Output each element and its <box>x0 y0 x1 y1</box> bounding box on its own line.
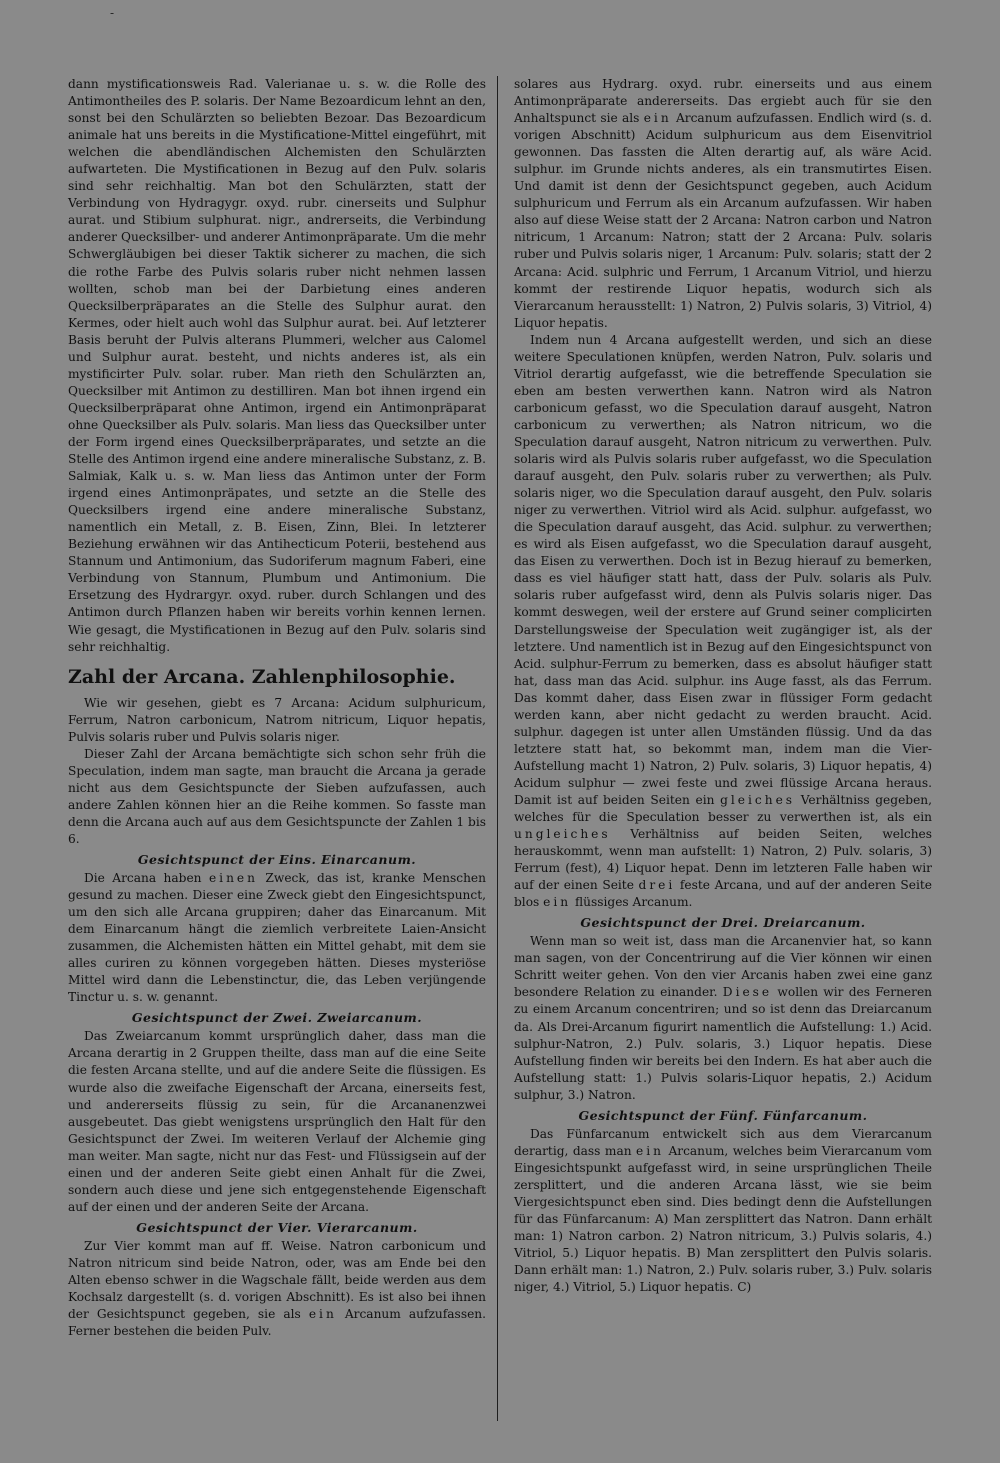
left-paragraph-6 <box>68 1238 486 1340</box>
subheading-eins: Gesichtspunct der Eins. Einarcanum. <box>137 852 417 868</box>
left-column <box>68 76 486 1340</box>
text-run: flüssiges Arcanum. <box>575 895 693 910</box>
subheading-drei: Gesichtspunct der Drei. Dreiarcanum. <box>580 915 866 931</box>
subheading-vier: Gesichtspunct der Vier. Vierarcanum. <box>136 1219 418 1235</box>
right-paragraph-4 <box>514 1126 932 1296</box>
text-run: Verhältniss gegeben, welches für die Speculation besser zu verwerthen ist, als ein <box>514 792 933 825</box>
left-paragraph-3: Dieser Zahl der Arcana bemächtigte sich schon sehr früh die Speculation, indem man sagte, man braucht die Arcana ja gerade nicht aus dem Gesichtspuncte der Sieben aufzufassen, auch andere Zahlen können hier an die Reihe kommen. So fasste man denn die Arcana auch auf aus dem Gesichtspuncte der Zahlen 1 bis 6. <box>68 746 486 846</box>
text-run: Indem nun 4 Arcana aufgestellt werden, und sich an diese weitere Speculationen knüpfen, werden Natron, Pulv. solaris und Vitriol derartig aufgefasst, wie die betreffende Speculation sie eben am besten verwerthen kann. Natron wird als Natron carbonicum gefasst, wo die Speculation darauf ausgeht, Natron carbonicum zu verwerthen; als Natron nitricum, wo die Speculation darauf ausgeht, Natron nitricum zu verwerthen. Pulv. solaris wird als Pulvis solaris ruber aufgefasst, wo die Speculation darauf ausgeht, den Pulv. solaris ruber zu verwerthen; als Pulv. solaris niger, wo die Speculation darauf ausgeht, den Pulv. solaris niger zu verwerthen. Vitriol wird als Acid. sulphur. aufgefasst, wo die Speculation darauf ausgeht, das Acid. sulphur. zu verwerthen; es wird als Eisen aufgefasst, wo die Speculation darauf ausgeht, das Eisen zu verwerthen. Doch ist in Bezug hierauf zu bemerken, dass es viel häufiger statt hatt, dass der Pulv. solaris als Pulv. solaris ruber aufgefasst wird, denn als Pulvis solaris niger. Das kommt deswegen, weil der erstere auf Grund seiner complicirten Darstellungsweise der Speculation weit zugängiger ist, als der letztere. Und namentlich ist in Bezug auf den Eingesichtspunct von Acid. sulphur-Ferrum zu bemerken, dass es absolut häufiger statt hat, dass man das Acid. sulphur. ins Auge fasst, als das Ferrum. Das kommt daher, dass Eisen zwar in flüssiger Form gedacht werden kann, aber nicht gedacht zu werden braucht. Acid. sulphur. dagegen ist unter allen Umständen flüssig. Und da das letztere statt hat, so bekommt man, indem man die Vier-Aufstellung macht 1) Natron, 2) Pulv. solaris, 3) Liquor hepatis, 4) Acidum sulphur — zwei feste und zwei flüssige Arcana heraus. Damit ist auf beiden Seiten ein <box>514 332 932 807</box>
spaced-word: ein <box>308 1307 337 1322</box>
text-run: Die Arcana haben <box>84 871 202 886</box>
text-run: Das Fünfarcanum entwickelt sich aus dem Vierarcanum derartig, dass man <box>514 1126 932 1158</box>
text-run: solares aus Hydrarg. oxyd. rubr. einerseits und aus einem Antimonpräparate andererseits. Das ergiebt auch für sie den Anhaltspunct sie als <box>514 77 932 126</box>
section-heading: Zahl der Arcana. Zahlenphilosophie. <box>68 665 456 688</box>
spaced-word: ein <box>643 111 672 126</box>
text-run: Wenn man so weit ist, dass man die Arcanenvier hat, so kann man sagen, von der Concentrirung auf die Vier können wir einen Schritt weiter gehen. Von den vier Arcanis haben zwei eine ganz besondere Relation zu einander. <box>514 934 932 1000</box>
right-paragraph-3 <box>514 933 932 1103</box>
spaced-word: ein <box>636 1143 664 1158</box>
spaced-word: ungleiches <box>514 827 611 842</box>
subheading-zwei: Gesichtspunct der Zwei. Zweiarcanum. <box>131 1010 423 1026</box>
right-paragraph-1 <box>514 76 932 332</box>
column-divider <box>497 76 498 1421</box>
spaced-word: gleiches <box>720 792 796 807</box>
corner-mark: - <box>110 6 115 20</box>
spaced-word: Diese <box>722 985 773 1000</box>
left-paragraph-2: Wie wir gesehen, giebt es 7 Arcana: Acidum sulphuricum, Ferrum, Natron carbonicum, Natrom nitricum, Liquor hepatis, Pulvis solaris ruber und Pulvis solaris niger. <box>68 695 486 744</box>
text-run: Arcanum aufzufassen. Ferner bestehen die beiden Pulv. <box>68 1307 487 1339</box>
text-run: wollen wir des Ferneren zu einem Arcanum concentriren; und so ist denn das Dreiarcanum da. Als Drei-Arcanum figurirt namentlich die Aufstellung: 1.) Acid. sulphur-Natron, 2.) Pulv. solaris, 3.) Liquor hepatis. Diese Aufstellung finden wir bereits bei den Indern. Es hat aber auch die Aufstellung statt: 1.) Pulvis solaris-Liquor hepatis, 2.) Acidum sulphur, 3.) Natron. <box>514 985 933 1102</box>
left-paragraph-4 <box>68 870 486 1006</box>
text-run: feste Arcana, und auf der anderen Seite blos <box>514 878 932 910</box>
right-paragraph-2 <box>514 332 932 912</box>
right-column <box>514 76 932 1296</box>
subheading-fuenf: Gesichtspunct der Fünf. Fünfarcanum. <box>578 1107 868 1123</box>
text-run: Arcanum, welches beim Vierarcanum vom Eingesichtspunkt aufgefasst wird, in seine ursprünglichen Theile zersplittert, und die anderen Arcana lässt, wie sie beim Viergesichtspunct eben sind. Dies bedingt denn die Aufstellungen für das Fünfarcanum: A) Man zersplittert das Natron. Dann erhält man: 1) Natron carbon. 2) Natron nitricum, 3.) Pulvis solaris, 4.) Vitriol, 5.) Liquor hepatis. B) Man zersplittert den Pulvis solaris. Dann erhält man: 1.) Natron, 2.) Pulv. solaris ruber, 3.) Pulv. solaris niger, 4.) Vitriol, 5.) Liquor hepatis. C) <box>514 1143 932 1295</box>
text-run: Verhältniss auf beiden Seiten, welches herauskommt, wenn man aufstellt: 1) Natron, 2) Pulv. solaris, 3) Ferrum (fest), 4) Liquor hepat. Denn im letzteren Falle haben wir auf der einen Seite <box>514 827 933 893</box>
left-paragraph-5: Das Zweiarcanum kommt ursprünglich daher, dass man die Arcana derartig in 2 Gruppen theilte, dass man auf die eine Seite die festen Arcana stellte, und auf die andere Seite die flüssigen. Es wurde also die zweifache Eigenschaft der Arcana, einerseits fest, und andererseits flüssig zu sein, für die Arcananenzwei ausgebeutet. Das giebt wenigstens ursprünglich den Halt für den Gesichtspunct der Zwei. Im weiteren Verlauf der Alchemie ging man weiter. Man sagte, nicht nur das Fest- und Flüssigsein auf der einen und der anderen Seite giebt einen Anhalt für die Zwei, sondern auch diese und jene sich entgegenstehende Eigenschaft auf der einen und der anderen Seite der Arcana. <box>68 1029 486 1214</box>
text-run: Zweck, das ist, kranke Menschen gesund zu machen. Dieser eine Zweck giebt den Eingesichtspunct, um den sich alle Arcana gruppiren; daher das Einarcanum. Mit dem Einarcanum hängt die ziemlich verbreitete Laien-Ansicht zusammen, die Alchemisten hätten ein Mittel gehabt, mit dem sie alles curiren zu können vorgegeben hätten. Dieses mysteriöse Mittel wird dann die Lebenstinctur, die, das Leben verjüngende Tinctur u. s. w. genannt. <box>68 871 486 1005</box>
text-run: Zur Vier kommt man auf ff. Weise. Natron carbonicum und Natron nitricum sind beide Natron, oder, was am Ende bei den Alten ebenso schwer in die Wagschale fällt, beide werden aus dem Kochsalz dargestellt (s. d. vorigen Abschnitt). Es ist also bei ihnen der Gesichtspunct gegeben, sie als <box>68 1238 486 1322</box>
left-paragraph-1: dann mystificationsweis Rad. Valerianae u. s. w. die Rolle des Antimontheiles des P. solaris. Der Name Bezoardicum lehnt an den, sonst bei den Schulärzten so beliebten Bezoar. Das Bezoardicum animale hat uns bereits in die Mystificatione-Mittel eingeführt, mit welchen die abendländischen Alchemisten den Schulärzten aufwarteten. Die Mystificationen in Bezug auf den Pulv. solaris sind sehr reichhaltig. Man bot den Schulärzten, statt der Verbindung von Hydragygr. oxyd. rubr. cinerseits und Sulphur aurat. und Stibium sulphurat. nigr., andrerseits, die Verbindung anderer Quecksilber- und anderer Antimonpräparate. Um die mehr Schwergläubigen bei dieser Taktik sicherer zu machen, die sich die rothe Farbe des Pulvis solaris ruber nicht nehmen lassen wollten, schob man bei der Darbietung eines anderen Quecksilberpräparates an die Stelle des Sulphur aurat. den Kermes, oder hielt auch wohl das Sulphur aurat. bei. Auf letzterer Basis beruht der Pulvis alterans Plummeri, welcher aus Calomel und Sulphur aurat. besteht, und nichts anderes ist, als ein mystificirter Pulv. solar. ruber. Man rieth den Schulärzten an, Quecksilber mit Antimon zu destilliren. Man bot ihnen irgend ein Quecksilberpräparat ohne Antimon, irgend ein Antimonpräparat ohne Quecksilber als Pulv. solaris. Man liess das Quecksilber unter der Form irgend eines Quecksilberpräparates, und setzte an die Stelle des Antimon irgend eine andere mineralische Substanz, z. B. Salmiak, Kalk u. s. w. Man liess das Antimon unter der Form irgend eines Antimonpräpates, und setzte an die Stelle des Quecksilbers irgend eine andere mineralische Substanz, namentlich ein Metall, z. B. Eisen, Zinn, Blei. In letzterer Beziehung erwähnen wir das Antihecticum Poterii, bestehend aus Stannum und Antimonium, das Sudoriferum magnum Faberi, eine Verbindung von Stannum, Plumbum und Antimonium. Die Ersetzung des Hydrargyr. oxyd. ruber. durch Schlangen und des Antimon durch Pflanzen haben wir bereits vorhin kennen lernen. Wie gesagt, die Mystificationen in Bezug auf den Pulv. solaris sind sehr reichhaltig. <box>68 77 486 654</box>
spaced-word: ein <box>543 895 572 910</box>
spaced-word: einen <box>208 871 258 886</box>
text-run: Arcanum aufzufassen. Endlich wird (s. d. vorigen Abschnitt) Acidum sulphuricum aus dem Eisenvitriol gewonnen. Das fassten die Alten derartig auf, als wäre Acid. sulphur. im Grunde nichts anderes, als ein transmutirtes Eisen. Und damit ist denn der Gesichtspunct gegeben, auch Acidum sulphuricum und Ferrum als ein Arcanum aufzufassen. Wir haben also auf diese Weise statt der 2 Arcana: Natron carbon und Natron nitricum, 1 Arcanum: Natron; statt der 2 Arcana: Pulv. solaris ruber und Pulvis solaris niger, 1 Arcanum: Pulv. solaris; statt der 2 Arcana: Acid. sulphric und Ferrum, 1 Arcanum Vitriol, und hierzu kommt der restirende Liquor hepatis, wodurch sich als Vierarcanum herausstellt: 1) Natron, 2) Pulvis solaris, 3) Vitriol, 4) Liquor hepatis. <box>514 111 933 330</box>
spaced-word: drei <box>638 878 676 893</box>
